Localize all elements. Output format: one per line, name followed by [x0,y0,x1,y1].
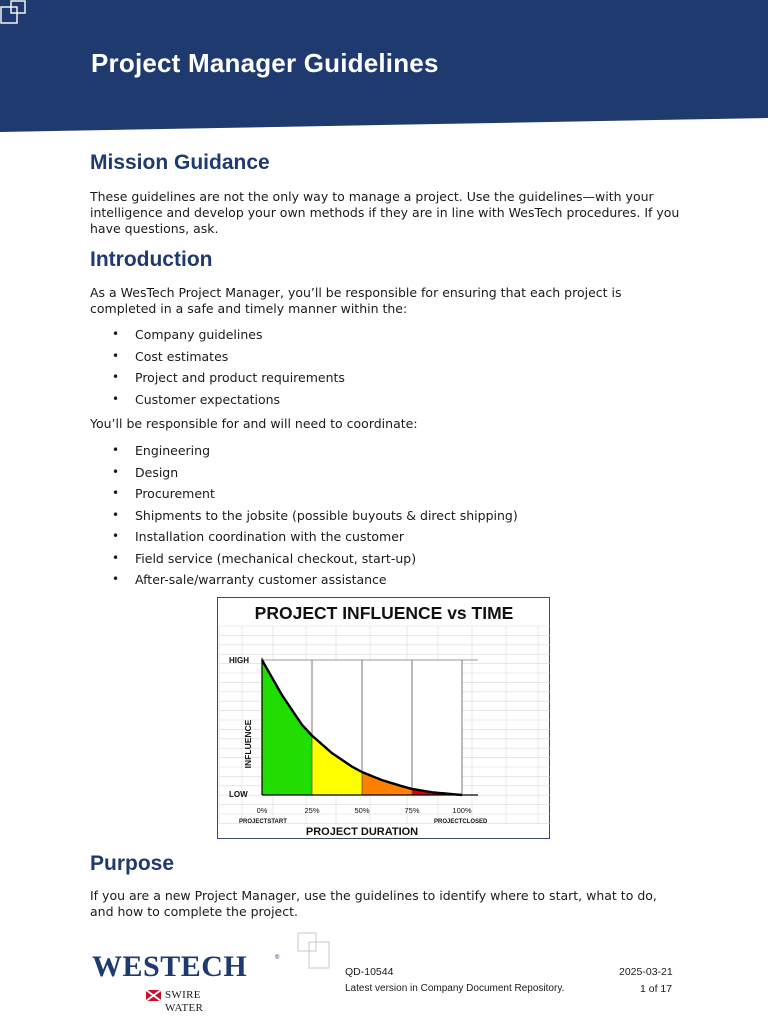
header-band [0,0,768,133]
company-name: WESTECH [92,950,248,983]
document-id: QD-10544 [345,966,394,978]
x-annotation-start: PROJECTSTART [239,819,287,825]
purpose-paragraph: If you are a new Project Manager, use the guidelines to identify where to start, what to do, and how to complete the project. [90,888,657,919]
list-item: • Customer expectations [90,389,345,411]
influence-chart [217,597,550,839]
page-title: Project Manager Guidelines [91,48,439,78]
x-tick-label: 50% [354,806,370,815]
responsibility-list [90,324,345,410]
influence-chart-svg [218,598,551,840]
list-item: • Installation coordination with the customer [90,526,518,548]
section-heading-purpose: Purpose [90,852,175,875]
list-item: • Design [90,462,518,484]
mission-paragraph: These guidelines are not the only way to manage a project. Use the guidelines—with your intelligence and develop your own methods if they are in line with WesTech procedures. If you have questions, ask. [90,189,680,236]
trademark-symbol: ® [275,955,280,961]
swire-flag-icon [146,990,161,1001]
x-axis-label: PROJECT DURATION [305,826,419,838]
document-date: 2025-03-21 [619,966,673,978]
list-item: • Procurement [90,483,518,505]
coordination-list [90,440,518,591]
repository-note: Latest version in Company Document Repository. [345,983,565,994]
x-tick-label: 75% [404,806,420,815]
list-item: • After-sale/warranty customer assistance [90,569,518,591]
parent-company-name: SWIRE WATER [165,989,204,1014]
introduction-paragraph: As a WesTech Project Manager, you’ll be responsible for ensuring that each project is completed in a safe and timely manner within the: [90,285,622,316]
x-annotation-end: PROJECTCLOSED [434,819,488,825]
y-tick-high: HIGH [229,656,249,665]
list-item: • Cost estimates [90,346,345,368]
list-item: • Company guidelines [90,324,345,346]
list-item: • Field service (mechanical checkout, start-up) [90,548,518,570]
x-tick-labels [257,806,472,815]
coordinate-paragraph: You’ll be responsible for and will need to coordinate: [90,416,418,431]
y-tick-low: LOW [229,790,248,799]
x-tick-label: 25% [304,806,320,815]
list-item: • Shipments to the jobsite (possible buyouts & direct shipping) [90,505,518,527]
section-heading-introduction: Introduction [90,248,213,271]
x-tick-label: 100% [452,806,472,815]
westech-logo [92,950,280,1014]
list-item: • Engineering [90,440,518,462]
page-number: 1 of 17 [640,983,673,995]
list-item: • Project and product requirements [90,367,345,389]
chart-title: PROJECT INFLUENCE vs TIME [254,603,514,623]
x-tick-label: 0% [256,806,268,815]
section-heading-mission: Mission Guidance [90,151,270,174]
y-axis-label: INFLUENCE [243,719,253,769]
document-logo-icon [0,0,28,26]
footer-decorative-squares-icon [297,932,333,970]
